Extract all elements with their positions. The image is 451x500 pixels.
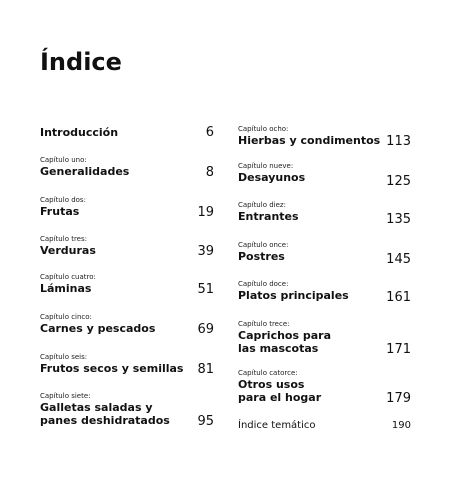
entry-chapter: Capítulo nueve: xyxy=(238,162,294,170)
entry-page: 69 xyxy=(197,322,214,337)
page-title: Índice xyxy=(40,48,122,76)
entry-title: Galletas saladas y panes deshidratados xyxy=(40,401,170,427)
entry-page: 171 xyxy=(386,342,411,357)
entry-chapter: Capítulo dos: xyxy=(40,196,86,204)
toc-entry-chapter-14[interactable] xyxy=(238,369,411,404)
toc-entry-chapter-5[interactable] xyxy=(40,313,214,335)
entry-title: Caprichos para las mascotas xyxy=(238,329,331,355)
entry-page: 39 xyxy=(197,244,214,259)
entry-chapter: Capítulo diez: xyxy=(238,201,286,209)
entry-page: 6 xyxy=(205,125,214,140)
toc-entry-chapter-2[interactable] xyxy=(40,196,214,218)
entry-chapter: Capítulo trece: xyxy=(238,320,290,328)
entry-page: 161 xyxy=(386,290,411,305)
entry-title: Platos principales xyxy=(238,289,349,302)
entry-title: Carnes y pescados xyxy=(40,322,156,335)
toc-entry-index[interactable] xyxy=(238,420,411,432)
entry-page: 179 xyxy=(386,391,411,406)
entry-page: 8 xyxy=(205,165,214,180)
toc-entry-chapter-8[interactable] xyxy=(238,125,411,147)
entry-title: Entrantes xyxy=(238,210,299,223)
entry-page: 51 xyxy=(197,282,214,297)
entry-title: Hierbas y condimentos xyxy=(238,134,381,147)
toc-entry-chapter-3[interactable] xyxy=(40,235,214,257)
toc-entry-chapter-1[interactable] xyxy=(40,156,214,178)
toc-entry-chapter-6[interactable] xyxy=(40,353,214,375)
entry-chapter: Capítulo catorce: xyxy=(238,369,298,377)
entry-title: Otros usos para el hogar xyxy=(238,378,322,404)
entry-page: 190 xyxy=(391,420,411,431)
entry-page: 19 xyxy=(197,205,214,220)
toc-entry-chapter-10[interactable] xyxy=(238,201,411,227)
toc-entry-chapter-13[interactable] xyxy=(238,320,411,355)
entry-page: 145 xyxy=(386,252,411,267)
toc-entry-introduction[interactable] xyxy=(40,126,214,139)
entry-chapter: Capítulo ocho: xyxy=(238,125,289,133)
entry-page: 113 xyxy=(386,134,411,149)
entry-chapter: Capítulo cuatro: xyxy=(40,273,96,281)
toc-entry-chapter-12[interactable] xyxy=(238,280,411,305)
entry-page: 81 xyxy=(197,362,214,377)
entry-chapter: Capítulo doce: xyxy=(238,280,289,288)
entry-title: Índice temático xyxy=(238,420,316,431)
entry-title: Generalidades xyxy=(40,165,130,178)
entry-title: Frutos secos y semillas xyxy=(40,362,184,375)
entry-chapter: Capítulo tres: xyxy=(40,235,87,243)
toc-entry-chapter-7[interactable] xyxy=(40,392,214,427)
entry-title: Desayunos xyxy=(238,171,306,184)
entry-chapter: Capítulo cinco: xyxy=(40,313,92,321)
entry-chapter: Capítulo seis: xyxy=(40,353,88,361)
entry-chapter: Capítulo uno: xyxy=(40,156,87,164)
toc-entry-chapter-9[interactable] xyxy=(238,162,411,189)
entry-title: Introducción xyxy=(40,126,119,139)
toc-entry-chapter-11[interactable] xyxy=(238,241,411,267)
entry-title: Láminas xyxy=(40,282,92,295)
entry-page: 125 xyxy=(386,174,411,189)
entry-page: 135 xyxy=(386,212,411,227)
entry-title: Verduras xyxy=(40,244,96,257)
entry-chapter: Capítulo siete: xyxy=(40,392,91,400)
entry-page: 95 xyxy=(197,414,214,429)
entry-title: Frutas xyxy=(40,205,80,218)
entry-title: Postres xyxy=(238,250,285,263)
entry-chapter: Capítulo once: xyxy=(238,241,289,249)
toc-entry-chapter-4[interactable] xyxy=(40,273,214,295)
